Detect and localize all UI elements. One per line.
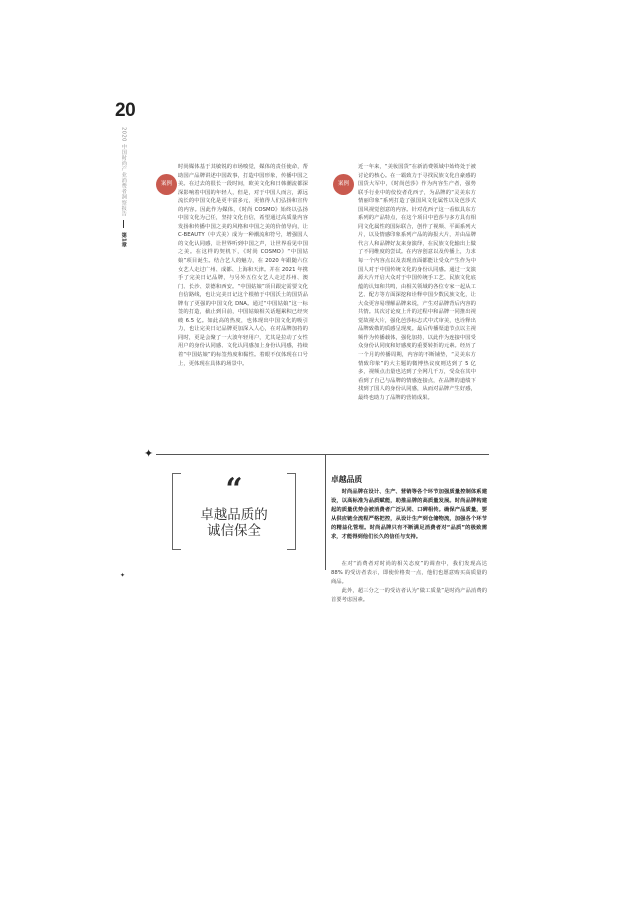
running-header [120,127,125,248]
feature-title [172,507,296,539]
divider-star-icon: ✦ [144,447,154,460]
left-column [178,163,308,368]
header-divider [123,220,124,228]
case-badge-right: 案例 [333,174,354,195]
page-number: 20 [115,100,136,121]
running-header-chapter: 第1章 [120,232,127,248]
section-divider [156,454,489,455]
section-bold-paragraph: 时尚品牌在设计、生产、营销等各个环节加强质量控制体系建设，以高标准为品质赋能，助推品牌的高质量发展。时尚品牌构建起的质量优势会被消费者广泛认同、口碑相传。确保产品质量，要从供应链全流程严格把控，从设计生产到仓储物流，加强各个环节的精益化管理。时尚品牌只有不断满足消费者对“品质”的极致需求，才能得到他们长久的信任与支持。 [331,489,487,540]
section-paragraph-2: 在对“消费者对时尚的相关态度”的调查中，我们发现高达 88% 的受访者表示，即使价格贵一点，他们也愿意购买高质量的商品。 [331,561,487,585]
feature-quote-box [172,473,296,548]
feature-title-line-2: 诚信保全 [207,523,261,539]
running-header-text: 2020 中国时尚产业消费者洞察报告 [120,127,127,217]
quote-mark-icon: “ [225,472,243,507]
feature-title-line-1: 卓越品质的 [200,507,268,523]
section-paragraph-3: 此外，超三分之一的受访者认为“做工质量”是时尚产品消费的首要考虑因素。 [331,588,487,603]
right-column-text: 近一年来，“美妆国货”在新消费领域中始终处于被讨论的核心。在一霸致力于寻找民族文化自豪感的国货大军中，《时尚芭莎》作为内容生产者，强势联手行业中的佼佼者花西子，为品牌的“灵美东方情丽印象”系列打造了强国风文化属性以及芭莎式国风视觉创意的内容。针对花西子这一看似具东方系列的产品特点，在这个项目中芭莎与多方具有相同文化属性的国际联合，创作了视频、平面系列大片，以及情感印象系列产品的海报大片，并由品牌代言人和品牌好友来身演绎，在民族文化输出上做了不同维度的尝试。在内容创意以及传播上，力求每一个内容点以及表现直面都能让受众产生作为中国人对于中国传统文化的身份认同感。通过一支演源大片开启大众对于中国传统手工艺、民族文化底蕴的认知和共鸣，由相关领域的各位专家一起从工艺、配方等方面深挖和诠释中国少数民族文化，让大众更容易理解品牌来说，产生对品牌背后内容的共情。其次讨论度上升的过程中和品牌一同推出视觉故视大片，强化芭莎标志式中式审美，也诠释出品牌致敬的质感呈现度。最后传播渠道节点以主视频作为传播载体，强化加持，以此作为连接中国受众身份认同度和好感度的重要转折的元素。经历了一个月的传播周期，内容的不断铺垫，“灵美东方 情致印象”的大主题的微博热议度则达到了 5 亿多，视频点击量也达到了全网几千万，受众在其中看到了自己与品牌的情感连接点，在品牌的道绩下找到了国人的身份认同感，从而对品牌产生好感，最终也助力了品牌的营销成果。 [358,164,476,401]
case-badge-left: 案例 [156,174,177,195]
vertical-divider [325,455,326,570]
right-column [358,163,476,402]
left-column-text: 时尚媒体基于其敏锐的市场嗅觉，媒体的责任使命，帮助国产品牌讲述中国故事，打造中国形象，传播中国之美。在过去的很长一段时间，欧美文化和日韩潮流都深深影响着中国的年轻人，但是，对于中国人而言，源远流长的中国文化是更丰富多元，更值得人们弘扬和宣传的内容。因此作为媒体，《时尚 COSMO》始终以弘扬中国文化为己任，坚持文化自信，希望通过高质量内容发扬和传播中国之美的风格和中国之美的价值导向，让 C-BEAUTY（中式美）成为一种潮流和符号，增强国人的文化认同感，让世界听到中国之声，让世界看见中国之美。在这样的契机下，《时尚 COSMO》“中国姑娘”项目诞生。结合艺人的魅力，在 2020 年跟随六位女艺人走过广州、成都、上海和天津。并在 2021 年携手了完美日记品牌，与另外五位女艺人走过苏州、澳门、长沙、景德和西安。“中国姑娘”项目跟定需要文化自信路线，也让完美日记这个根植于中国沃土的国货品牌有了更强的中国文化 DNA。通过“中国姑娘”这一标签的打造，截止到目前，中国姑娘相关话题累积已经突破 6.5 亿。如此高的热度，也体现出中国文化的吸引力，也让完美日记品牌更加深入人心，在对品牌加持的同时，更是会聚了一大波年轻用户，尤其是拉动了女性用户的身份认同感、文化认同感加上身份认同感，持续着“中国姑娘”的标签热度和黏性。着眼不仅体现在口号上，更体现在具体的场景中。 [178,164,308,367]
small-star-icon: ✦ [120,572,126,579]
section-heading: 卓越品质 [331,475,363,484]
